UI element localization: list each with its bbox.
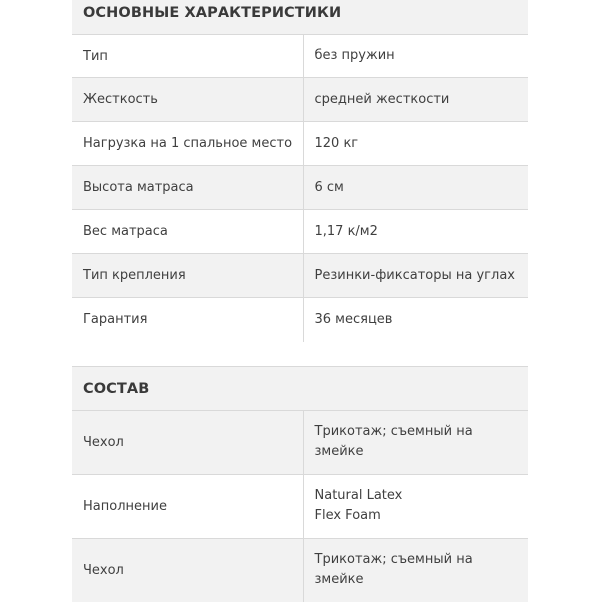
row-value-line: Трикотаж; съемный на [315,550,529,570]
section-title-composition: СОСТАВ [72,366,528,410]
table-row [72,538,528,602]
table-row [72,210,528,254]
table-row [72,35,528,78]
table-row [72,298,528,342]
row-value: средней жесткости [303,78,528,122]
row-label: Чехол [72,538,303,602]
table-row [72,410,528,474]
table-row [72,254,528,298]
row-label: Чехол [72,410,303,474]
section-title-main-characteristics: ОСНОВНЫЕ ХАРАКТЕРИСТИКИ [72,0,528,34]
row-value-line: змейке [315,570,529,590]
composition-table [72,410,528,602]
row-value-line: Трикотаж; съемный на [315,422,529,442]
row-label: Высота матраса [72,166,303,210]
row-value: 6 см [303,166,528,210]
section-spacer [72,342,528,366]
row-value: без пружин [303,35,528,78]
row-label: Наполнение [72,474,303,538]
product-specifications [72,0,528,602]
table-row [72,474,528,538]
row-value: 120 кг [303,122,528,166]
row-value: 36 месяцев [303,298,528,342]
row-value [303,410,528,474]
row-label: Вес матраса [72,210,303,254]
row-value: 1,17 к/м2 [303,210,528,254]
table-row [72,78,528,122]
row-value-line: змейке [315,442,529,462]
row-value: Резинки-фиксаторы на углах [303,254,528,298]
row-value-line: Flex Foam [315,506,529,526]
table-row [72,166,528,210]
row-label: Тип [72,35,303,78]
main-characteristics-table [72,34,528,342]
row-label: Нагрузка на 1 спальное место [72,122,303,166]
row-value [303,538,528,602]
row-label: Гарантия [72,298,303,342]
row-value [303,474,528,538]
row-label: Жесткость [72,78,303,122]
row-label: Тип крепления [72,254,303,298]
table-row [72,122,528,166]
row-value-line: Natural Latex [315,486,529,506]
